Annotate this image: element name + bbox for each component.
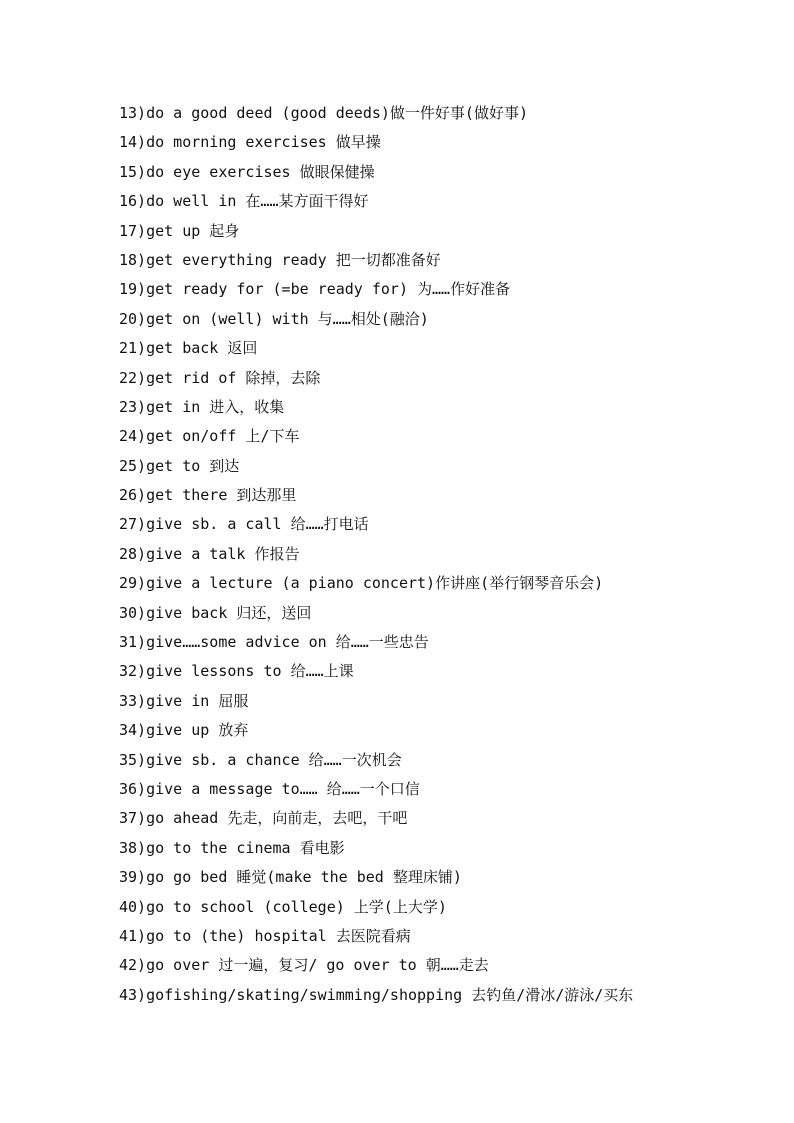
phrase-line: 15)do eye exercises 做眼保健操 [119, 162, 375, 181]
phrase-line: 17)get up 起身 [119, 221, 240, 240]
phrase-line: 26)get there 到达那里 [119, 486, 297, 505]
phrase-line: 40)go to school (college) 上学(上大学) [119, 897, 447, 916]
phrase-line: 35)give sb. a chance 给……一次机会 [119, 750, 402, 769]
phrase-line: 36)give a message to…… 给……一个口信 [119, 779, 420, 798]
phrase-line: 20)get on (well) with 与……相处(融洽) [119, 309, 429, 328]
phrase-list [119, 99, 779, 1010]
phrase-line: 30)give back 归还，送回 [119, 603, 312, 622]
phrase-line: 39)go go bed 睡觉(make the bed 整理床铺) [119, 868, 462, 887]
phrase-line: 32)give lessons to 给……上课 [119, 662, 354, 681]
phrase-line: 19)get ready for (=be ready for) 为……作好准备 [119, 280, 511, 299]
phrase-line: 23)get in 进入，收集 [119, 397, 285, 416]
phrase-line: 34)give up 放弃 [119, 721, 249, 740]
phrase-line: 28)give a talk 作报告 [119, 544, 300, 563]
phrase-line: 38)go to the cinema 看电影 [119, 838, 345, 857]
phrase-line: 37)go ahead 先走，向前走，去吧，干吧 [119, 809, 408, 828]
phrase-line: 33)give in 屈服 [119, 691, 249, 710]
phrase-line: 29)give a lecture (a piano concert)作讲座(举行钢琴音乐会) [119, 574, 604, 593]
phrase-line: 25)get to 到达 [119, 456, 240, 475]
phrase-line: 27)give sb. a call 给……打电话 [119, 515, 369, 534]
phrase-line: 42)go over 过一遍，复习/ go over to 朝……走去 [119, 956, 489, 975]
phrase-line: 18)get everything ready 把一切都准备好 [119, 250, 441, 269]
phrase-line: 43)gofishing/skating/swimming/shopping 去钓鱼/滑冰/游泳/买东 [119, 985, 634, 1004]
phrase-line: 22)get rid of 除掉，去除 [119, 368, 321, 387]
phrase-line: 14)do morning exercises 做早操 [119, 133, 381, 152]
phrase-line: 41)go to (the) hospital 去医院看病 [119, 926, 411, 945]
phrase-line: 16)do well in 在……某方面干得好 [119, 192, 369, 211]
phrase-line: 31)give……some advice on 给……一些忠告 [119, 633, 429, 652]
phrase-line: 13)do a good deed (good deeds)做一件好事(做好事) [119, 104, 528, 122]
phrase-line: 24)get on/off 上/下车 [119, 427, 300, 446]
phrase-line: 21)get back 返回 [119, 339, 258, 358]
